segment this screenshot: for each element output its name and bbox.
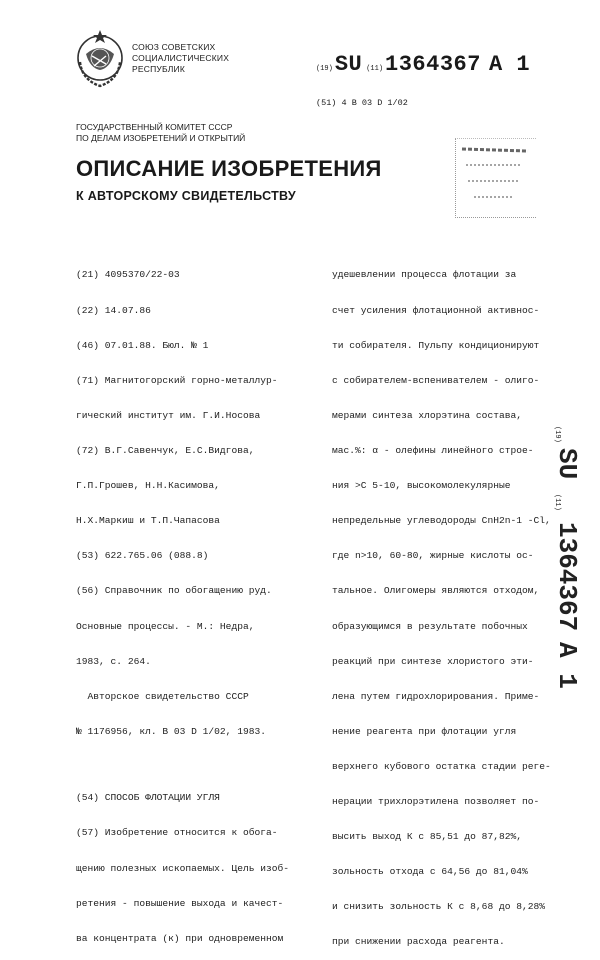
- ipc-classification: [316, 98, 408, 108]
- abstract-line: реакций при синтезе хлористого эти-: [332, 655, 534, 667]
- patent-number-line: [316, 52, 530, 77]
- abstract-line: где n>10, 60-80, жирные кислоты ос-: [332, 550, 534, 562]
- document-title: ОПИСАНИЕ ИЗОБРЕТЕНИЯ: [76, 156, 382, 181]
- ipc-prefix: (51) 4: [316, 98, 347, 108]
- abstract-line: при снижении расхода реагента.: [332, 936, 505, 948]
- biblio-line: (71) Магнитогорский горно-металлур-: [76, 374, 278, 386]
- biblio-line: (56) Справочник по обогащению руд.: [76, 585, 272, 597]
- vertical-code-11: (11): [553, 494, 561, 511]
- abstract-line: лена путем гидрохлорирования. Приме-: [332, 690, 540, 702]
- abstract-line: верхнего кубового остатка стадии реге-: [332, 760, 551, 772]
- document-subtitle: К АВТОРСКОМУ СВИДЕТЕЛЬСТВУ: [76, 189, 296, 203]
- abstract-line: ния >C 5-10, высокомолекулярные: [332, 480, 511, 492]
- abstract-line: непредельные углеводороды CnH2n-1 -Cl,: [332, 515, 551, 527]
- biblio-line: № 1176956, кл. В 03 D 1/02, 1983.: [76, 725, 266, 737]
- vertical-patent-number: [548, 422, 598, 692]
- committee-line: ПО ДЕЛАМ ИЗОБРЕТЕНИЙ И ОТКРЫТИЙ: [76, 133, 246, 143]
- biblio-line: Н.Х.Маркиш и Т.П.Чапасова: [76, 515, 220, 527]
- biblio-line: Основные процессы. - М.: Недра,: [76, 620, 255, 632]
- abstract-line: ти собирателя. Пульпу кондиционируют: [332, 339, 540, 351]
- biblio-line: 1983, с. 264.: [76, 655, 151, 667]
- bibliographic-column: [76, 246, 318, 956]
- vertical-country-code: SU: [552, 448, 582, 480]
- abstract-line: тальное. Олигомеры являются отходом,: [332, 585, 540, 597]
- biblio-line: (46) 07.01.88. Бюл. № 1: [76, 339, 209, 351]
- biblio-line: (72) В.Г.Савенчук, Е.С.Видгова,: [76, 444, 255, 456]
- biblio-line: (53) 622.765.06 (088.8): [76, 550, 209, 562]
- abstract-line: удешевлении процесса флотации за: [332, 269, 517, 281]
- ipc-code: В 03 D 1/02: [351, 98, 408, 108]
- code-11: (11): [366, 65, 384, 73]
- vertical-kind-code: A 1: [552, 642, 582, 689]
- abstract-line: нерации трихлорэтилена позволяет по-: [332, 796, 540, 808]
- abstract-line: щению полезных ископаемых. Цель изоб-: [76, 862, 290, 874]
- committee-line: ГОСУДАРСТВЕННЫЙ КОМИТЕТ СССР: [76, 122, 233, 132]
- abstract-line: мерами синтеза хлорэтина состава,: [332, 409, 522, 421]
- biblio-line: Авторское свидетельство СССР: [76, 690, 249, 702]
- abstract-line: с собирателем-вспенивателем - олиго-: [332, 374, 540, 386]
- vertical-patent-number-text: 1364367: [552, 522, 582, 632]
- abstract-line: образующимся в результате побочных: [332, 620, 528, 632]
- abstract-line: ретения - повышение выхода и качест-: [76, 897, 284, 909]
- abstract-line: мас.%: α - олефины линейного строе-: [332, 444, 534, 456]
- abstract-line: высить выход К с 85,51 до 87,82%,: [332, 831, 522, 843]
- kind-code: A 1: [488, 52, 531, 77]
- country-code: SU: [334, 52, 363, 77]
- committee-name: [76, 122, 245, 144]
- library-stamp-icon: [455, 138, 536, 218]
- biblio-line: (21) 4095370/22-03: [76, 269, 180, 281]
- code-19: (19): [316, 65, 333, 73]
- abstract-line: (54) СПОСОБ ФЛОТАЦИИ УГЛЯ: [76, 792, 220, 804]
- abstract-column: [332, 246, 582, 960]
- union-line: СОЦИАЛИСТИЧЕСКИХ: [132, 53, 230, 63]
- biblio-line: Г.П.Грошев, Н.Н.Касимова,: [76, 480, 220, 492]
- union-line: РЕСПУБЛИК: [132, 64, 186, 74]
- biblio-line: гический институт им. Г.И.Носова: [76, 409, 261, 421]
- biblio-line: (22) 14.07.86: [76, 304, 151, 316]
- vertical-code-19: (19): [553, 426, 561, 443]
- abstract-line: (57) Изобретение относится к обога-: [76, 827, 278, 839]
- abstract-line: счет усиления флотационной активнос-: [332, 304, 540, 316]
- union-name: [132, 42, 229, 75]
- union-line: СОЮЗ СОВЕТСКИХ: [132, 42, 216, 52]
- abstract-line: и снизить зольность К с 8,68 до 8,28%: [332, 901, 546, 913]
- abstract-line: нение реагента при флотации угля: [332, 725, 517, 737]
- ussr-emblem-icon: [72, 28, 128, 90]
- abstract-line: ва концентрата (к) при одновременном: [76, 932, 284, 944]
- abstract-line: зольность отхода с 64,56 до 81,04%: [332, 866, 528, 878]
- patent-number: 1364367: [385, 52, 481, 77]
